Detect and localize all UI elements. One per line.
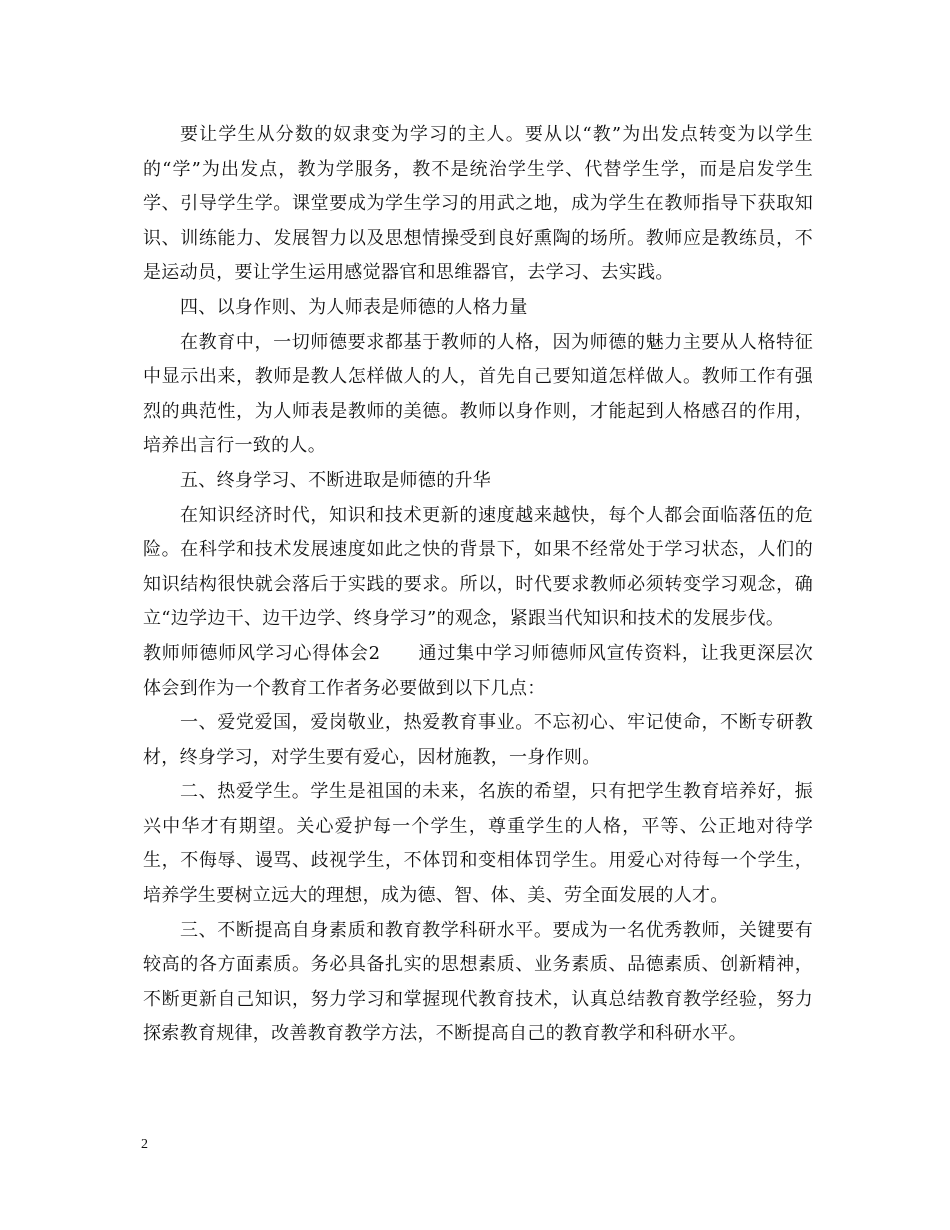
- paragraph-article-two-intro: 教师师德师风学习心得体会2 通过集中学习师德师风宣传资料，让我更深层次体会到作为一个教育工作者务必要做到以下几点：: [143, 642, 813, 699]
- paragraph-student-master: 要让学生从分数的奴隶变为学习的主人。要从以“教”为出发点转变为以学生的“学”为出发点，教为学服务，教不是统治学生学、代替学生学，而是启发学生学、引导学生学。课堂要成为学生学习的用武之地，成为学生在教师指导下获取知识、训练能力、发展智力以及思想情操受到良好熏陶的场所。教师应是教练员，不是运动员，要让学生运用感觉器官和思维器官，去学习、去实践。: [143, 124, 813, 284]
- paragraph-teacher-personality: 在教育中，一切师德要求都基于教师的人格，因为师德的魅力主要从人格特征中显示出来，教师是教人怎样做人的人，首先自己要知道怎样做人。教师工作有强烈的典范性，为人师表是教师的美德。教师以身作则，才能起到人格感召的作用，培养出言行一致的人。: [143, 331, 813, 457]
- paragraph-lifelong-learning: 在知识经济时代，知识和技术更新的速度越来越快，每个人都会面临落伍的危险。在科学和技术发展速度如此之快的背景下，如果不经常处于学习状态，人们的知识结构很快就会落后于实践的要求。所以，时代要求教师必须转变学习观念，确立“边学边干、边干边学、终身学习”的观念，紧跟当代知识和技术的发展步伐。: [143, 504, 813, 630]
- paragraph-point-two: 二、热爱学生。学生是祖国的未来，名族的希望，只有把学生教育培养好，振兴中华才有期望。关心爱护每一个学生，尊重学生的人格，平等、公正地对待学生，不侮辱、谩骂、歧视学生，不体罚和变相体罚学生。用爱心对待每一个学生，培养学生要树立远大的理想，成为德、智、体、美、劳全面发展的人才。: [143, 781, 813, 907]
- heading-section-five: 五、终身学习、不断进取是师德的升华: [180, 469, 492, 491]
- paragraph-point-one: 一、爱党爱国，爱岗敬业，热爱教育事业。不忘初心、牢记使命，不断专研教材，终身学习，对学生要有爱心，因材施教，一身作则。: [143, 712, 813, 768]
- heading-section-four: 四、以身作则、为人师表是师德的人格力量: [180, 296, 528, 318]
- paragraph-point-three: 三、不断提高自身素质和教育教学科研水平。要成为一名优秀教师，关键要有较高的各方面素质。务必具备扎实的思想素质、业务素质、品德素质、创新精神，不断更新自己知识，努力学习和掌握现代教育技术，认真总结教育教学经验，努力探索教育规律，改善教育教学方法，不断提高自己的教育教学和科研水平。: [143, 919, 813, 1045]
- page-number: 2: [141, 1137, 148, 1152]
- document-body: [143, 118, 813, 1052]
